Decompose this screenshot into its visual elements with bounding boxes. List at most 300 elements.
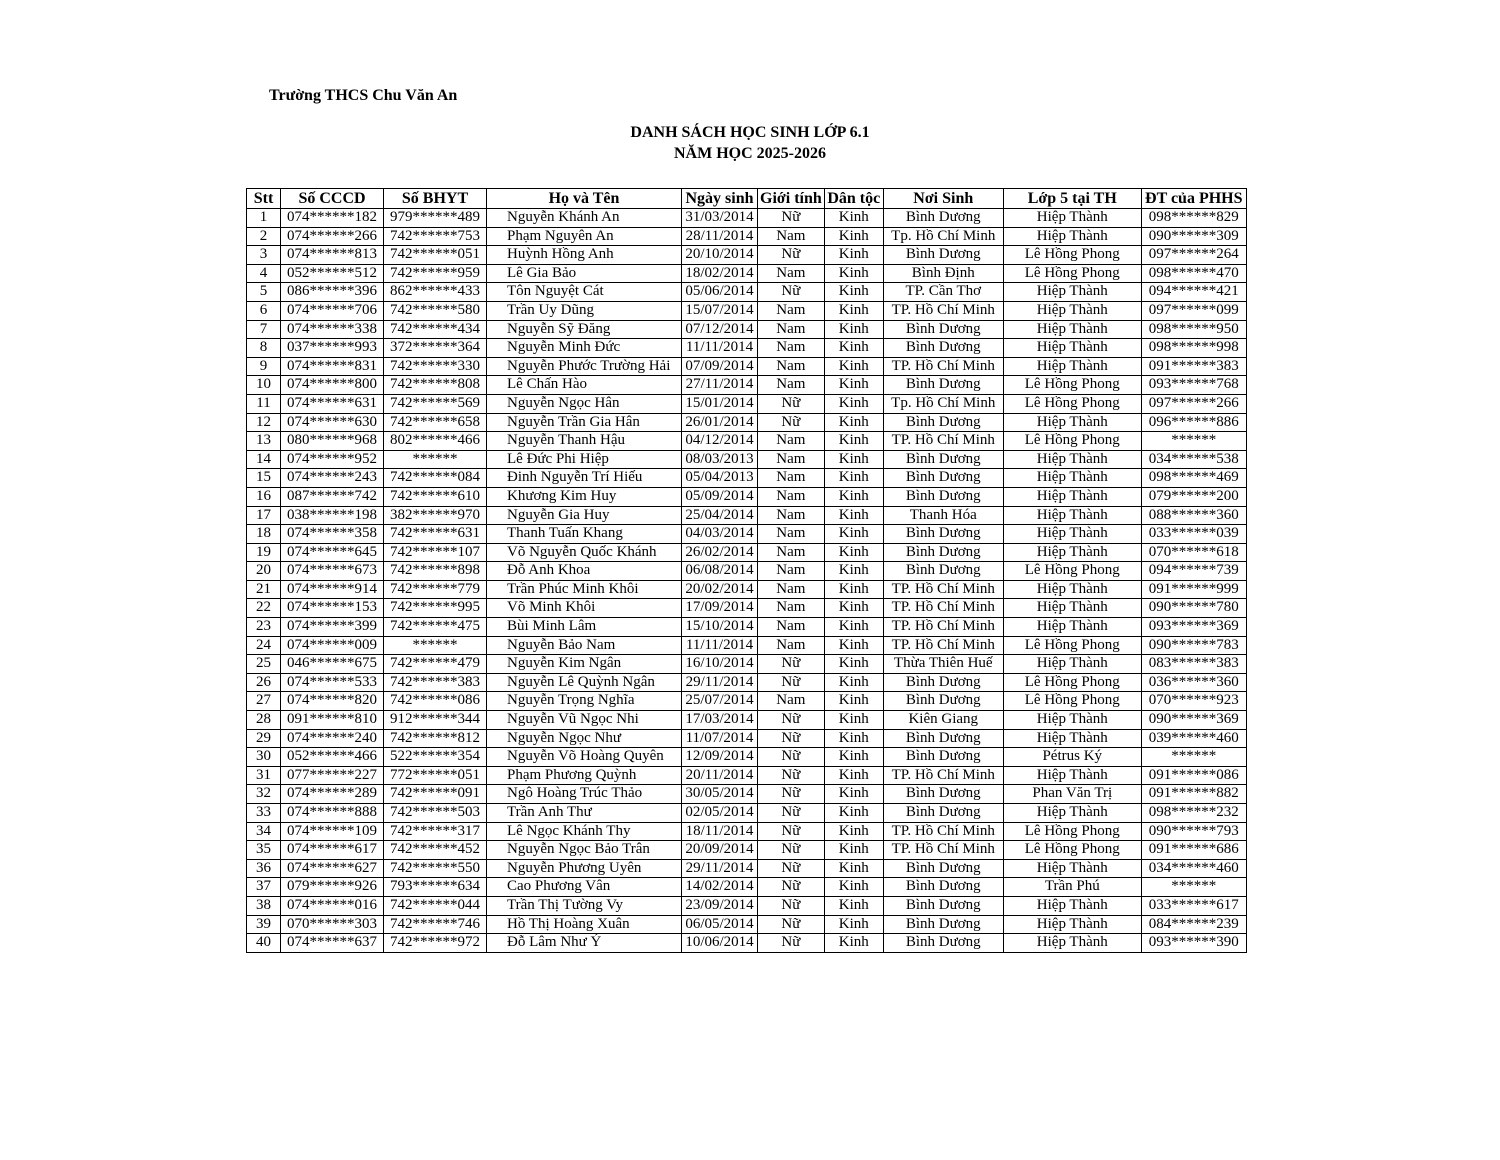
cell-cccd: 074******637 (281, 934, 384, 953)
cell-ethnicity: Kinh (824, 785, 883, 804)
cell-gender: Nam (758, 543, 825, 562)
cell-cccd: 074******831 (281, 357, 384, 376)
cell-ethnicity: Kinh (824, 896, 883, 915)
cell-stt: 6 (247, 301, 281, 320)
table-row (247, 822, 1247, 841)
cell-grade5-school: Lê Hồng Phong (1003, 841, 1141, 860)
table-row (247, 469, 1247, 488)
table-row (247, 506, 1247, 525)
cell-full-name: Võ Minh Khôi (487, 599, 682, 618)
cell-parent-phone: 091******383 (1141, 357, 1246, 376)
cell-cccd: 038******198 (281, 506, 384, 525)
cell-birth-date: 29/11/2014 (682, 859, 758, 878)
cell-ethnicity: Kinh (824, 506, 883, 525)
cell-stt: 18 (247, 525, 281, 544)
cell-cccd: 074******617 (281, 841, 384, 860)
cell-bhyt: 742******330 (384, 357, 487, 376)
table-row (247, 748, 1247, 767)
table-header-row (247, 189, 1247, 209)
cell-stt: 36 (247, 859, 281, 878)
cell-birthplace: TP. Cần Thơ (883, 283, 1003, 302)
cell-parent-phone: 084******239 (1141, 915, 1246, 934)
cell-bhyt: 979******489 (384, 209, 487, 228)
cell-birthplace: Bình Dương (883, 692, 1003, 711)
cell-birth-date: 23/09/2014 (682, 896, 758, 915)
cell-parent-phone: 098******469 (1141, 469, 1246, 488)
table-row (247, 301, 1247, 320)
cell-birthplace: Bình Dương (883, 413, 1003, 432)
cell-birth-date: 12/09/2014 (682, 748, 758, 767)
cell-ethnicity: Kinh (824, 729, 883, 748)
cell-ethnicity: Kinh (824, 469, 883, 488)
cell-birth-date: 11/07/2014 (682, 729, 758, 748)
cell-cccd: 074******243 (281, 469, 384, 488)
cell-birthplace: Kiên Giang (883, 711, 1003, 730)
cell-cccd: 074******820 (281, 692, 384, 711)
cell-bhyt: 522******354 (384, 748, 487, 767)
cell-grade5-school: Hiệp Thành (1003, 711, 1141, 730)
cell-birthplace: Bình Dương (883, 934, 1003, 953)
cell-ethnicity: Kinh (824, 264, 883, 283)
cell-parent-phone: 098******232 (1141, 804, 1246, 823)
cell-birth-date: 17/03/2014 (682, 711, 758, 730)
cell-ethnicity: Kinh (824, 301, 883, 320)
cell-bhyt: 742******610 (384, 487, 487, 506)
cell-birthplace: Bình Dương (883, 376, 1003, 395)
cell-bhyt: 742******091 (384, 785, 487, 804)
cell-parent-phone: 094******421 (1141, 283, 1246, 302)
cell-gender: Nữ (758, 841, 825, 860)
cell-stt: 11 (247, 394, 281, 413)
cell-stt: 35 (247, 841, 281, 860)
cell-grade5-school: Hiệp Thành (1003, 580, 1141, 599)
cell-parent-phone: 088******360 (1141, 506, 1246, 525)
cell-grade5-school: Hiệp Thành (1003, 413, 1141, 432)
cell-birth-date: 02/05/2014 (682, 804, 758, 823)
cell-grade5-school: Lê Hồng Phong (1003, 822, 1141, 841)
cell-gender: Nữ (758, 394, 825, 413)
cell-birth-date: 20/11/2014 (682, 766, 758, 785)
cell-cccd: 074******645 (281, 543, 384, 562)
cell-cccd: 074******800 (281, 376, 384, 395)
cell-gender: Nữ (758, 878, 825, 897)
cell-stt: 8 (247, 339, 281, 358)
cell-full-name: Nguyễn Khánh An (487, 209, 682, 228)
cell-full-name: Nguyễn Vũ Ngọc Nhi (487, 711, 682, 730)
cell-full-name: Nguyễn Ngọc Như (487, 729, 682, 748)
cell-birthplace: TP. Hồ Chí Minh (883, 822, 1003, 841)
cell-ethnicity: Kinh (824, 376, 883, 395)
cell-birthplace: Tp. Hồ Chí Minh (883, 394, 1003, 413)
cell-gender: Nữ (758, 283, 825, 302)
cell-grade5-school: Hiệp Thành (1003, 301, 1141, 320)
cell-cccd: 086******396 (281, 283, 384, 302)
table-row (247, 766, 1247, 785)
cell-gender: Nam (758, 618, 825, 637)
cell-cccd: 074******533 (281, 673, 384, 692)
table-row (247, 636, 1247, 655)
cell-stt: 34 (247, 822, 281, 841)
cell-stt: 17 (247, 506, 281, 525)
cell-birth-date: 06/05/2014 (682, 915, 758, 934)
cell-birth-date: 16/10/2014 (682, 655, 758, 674)
cell-birth-date: 18/02/2014 (682, 264, 758, 283)
cell-stt: 13 (247, 432, 281, 451)
cell-full-name: Đỗ Lâm Như Ý (487, 934, 682, 953)
table-row (247, 580, 1247, 599)
cell-ethnicity: Kinh (824, 618, 883, 637)
table-row (247, 618, 1247, 637)
cell-bhyt: 742******317 (384, 822, 487, 841)
cell-gender: Nữ (758, 766, 825, 785)
cell-birth-date: 11/11/2014 (682, 636, 758, 655)
cell-cccd: 037******993 (281, 339, 384, 358)
cell-birthplace: TP. Hồ Chí Minh (883, 301, 1003, 320)
cell-parent-phone: 097******266 (1141, 394, 1246, 413)
cell-birthplace: Bình Dương (883, 896, 1003, 915)
cell-bhyt: 742******479 (384, 655, 487, 674)
cell-gender: Nữ (758, 729, 825, 748)
cell-birth-date: 11/11/2014 (682, 339, 758, 358)
cell-grade5-school: Hiệp Thành (1003, 525, 1141, 544)
cell-birth-date: 05/04/2013 (682, 469, 758, 488)
cell-gender: Nam (758, 357, 825, 376)
cell-gender: Nữ (758, 934, 825, 953)
cell-ethnicity: Kinh (824, 320, 883, 339)
cell-bhyt: 742******631 (384, 525, 487, 544)
cell-stt: 23 (247, 618, 281, 637)
cell-stt: 10 (247, 376, 281, 395)
cell-stt: 16 (247, 487, 281, 506)
cell-parent-phone: 091******882 (1141, 785, 1246, 804)
table-row (247, 246, 1247, 265)
cell-birthplace: Thừa Thiên Huế (883, 655, 1003, 674)
cell-stt: 2 (247, 227, 281, 246)
cell-birth-date: 06/08/2014 (682, 562, 758, 581)
cell-grade5-school: Lê Hồng Phong (1003, 636, 1141, 655)
cell-full-name: Võ Nguyễn Quốc Khánh (487, 543, 682, 562)
cell-full-name: Nguyễn Phước Trường Hải (487, 357, 682, 376)
cell-birth-date: 15/01/2014 (682, 394, 758, 413)
cell-bhyt: 742******475 (384, 618, 487, 637)
cell-birthplace: Bình Dương (883, 543, 1003, 562)
cell-cccd: 074******266 (281, 227, 384, 246)
cell-birthplace: Tp. Hồ Chí Minh (883, 227, 1003, 246)
cell-bhyt: ****** (384, 636, 487, 655)
cell-ethnicity: Kinh (824, 822, 883, 841)
cell-bhyt: 862******433 (384, 283, 487, 302)
cell-stt: 15 (247, 469, 281, 488)
cell-gender: Nam (758, 562, 825, 581)
cell-grade5-school: Hiệp Thành (1003, 450, 1141, 469)
cell-bhyt: 742******107 (384, 543, 487, 562)
cell-grade5-school: Hiệp Thành (1003, 729, 1141, 748)
header-birthplace: Nơi Sinh (883, 189, 1003, 209)
cell-bhyt: 742******972 (384, 934, 487, 953)
cell-ethnicity: Kinh (824, 487, 883, 506)
cell-stt: 26 (247, 673, 281, 692)
cell-bhyt: 742******995 (384, 599, 487, 618)
cell-bhyt: 742******044 (384, 896, 487, 915)
cell-grade5-school: Pétrus Ký (1003, 748, 1141, 767)
cell-grade5-school: Hiệp Thành (1003, 469, 1141, 488)
cell-gender: Nam (758, 450, 825, 469)
student-list-table (246, 188, 1247, 953)
cell-ethnicity: Kinh (824, 915, 883, 934)
cell-full-name: Phạm Phương Quỳnh (487, 766, 682, 785)
header-stt: Stt (247, 189, 281, 209)
cell-full-name: Bùi Minh Lâm (487, 618, 682, 637)
cell-full-name: Trần Thị Tường Vy (487, 896, 682, 915)
cell-grade5-school: Trần Phú (1003, 878, 1141, 897)
cell-parent-phone: 097******264 (1141, 246, 1246, 265)
cell-ethnicity: Kinh (824, 748, 883, 767)
cell-birth-date: 28/11/2014 (682, 227, 758, 246)
cell-gender: Nam (758, 432, 825, 451)
cell-parent-phone: 090******369 (1141, 711, 1246, 730)
cell-grade5-school: Hiệp Thành (1003, 859, 1141, 878)
cell-stt: 1 (247, 209, 281, 228)
cell-stt: 25 (247, 655, 281, 674)
cell-full-name: Nguyễn Minh Đức (487, 339, 682, 358)
cell-parent-phone: 096******886 (1141, 413, 1246, 432)
cell-stt: 27 (247, 692, 281, 711)
cell-stt: 28 (247, 711, 281, 730)
cell-bhyt: 742******746 (384, 915, 487, 934)
table-row (247, 804, 1247, 823)
cell-bhyt: 372******364 (384, 339, 487, 358)
cell-stt: 22 (247, 599, 281, 618)
cell-cccd: 074******338 (281, 320, 384, 339)
cell-birthplace: TP. Hồ Chí Minh (883, 357, 1003, 376)
cell-ethnicity: Kinh (824, 636, 883, 655)
cell-cccd: 077******227 (281, 766, 384, 785)
cell-cccd: 087******742 (281, 487, 384, 506)
cell-ethnicity: Kinh (824, 859, 883, 878)
cell-full-name: Thanh Tuấn Khang (487, 525, 682, 544)
cell-cccd: 074******631 (281, 394, 384, 413)
cell-birth-date: 18/11/2014 (682, 822, 758, 841)
cell-grade5-school: Hiệp Thành (1003, 766, 1141, 785)
cell-ethnicity: Kinh (824, 227, 883, 246)
cell-ethnicity: Kinh (824, 655, 883, 674)
cell-ethnicity: Kinh (824, 804, 883, 823)
cell-parent-phone: ****** (1141, 432, 1246, 451)
cell-cccd: 074******109 (281, 822, 384, 841)
cell-full-name: Nguyễn Kim Ngân (487, 655, 682, 674)
cell-gender: Nữ (758, 209, 825, 228)
cell-bhyt: 772******051 (384, 766, 487, 785)
cell-birthplace: Bình Dương (883, 525, 1003, 544)
cell-ethnicity: Kinh (824, 878, 883, 897)
cell-full-name: Nguyễn Võ Hoàng Quyên (487, 748, 682, 767)
cell-grade5-school: Hiệp Thành (1003, 320, 1141, 339)
cell-bhyt: 742******434 (384, 320, 487, 339)
cell-gender: Nữ (758, 915, 825, 934)
cell-grade5-school: Lê Hồng Phong (1003, 432, 1141, 451)
cell-stt: 4 (247, 264, 281, 283)
table-body (247, 209, 1247, 953)
cell-gender: Nữ (758, 711, 825, 730)
cell-birth-date: 05/09/2014 (682, 487, 758, 506)
cell-birth-date: 25/04/2014 (682, 506, 758, 525)
cell-gender: Nam (758, 339, 825, 358)
cell-gender: Nam (758, 599, 825, 618)
cell-cccd: 074******813 (281, 246, 384, 265)
cell-gender: Nam (758, 506, 825, 525)
cell-ethnicity: Kinh (824, 599, 883, 618)
cell-grade5-school: Hiệp Thành (1003, 896, 1141, 915)
cell-cccd: 074******358 (281, 525, 384, 544)
cell-ethnicity: Kinh (824, 283, 883, 302)
cell-cccd: 046******675 (281, 655, 384, 674)
cell-grade5-school: Hiệp Thành (1003, 618, 1141, 637)
cell-gender: Nam (758, 264, 825, 283)
cell-gender: Nữ (758, 785, 825, 804)
cell-cccd: 080******968 (281, 432, 384, 451)
cell-grade5-school: Phan Văn Trị (1003, 785, 1141, 804)
cell-birthplace: Bình Dương (883, 450, 1003, 469)
cell-cccd: 074******952 (281, 450, 384, 469)
cell-gender: Nữ (758, 673, 825, 692)
cell-bhyt: 742******580 (384, 301, 487, 320)
table-row (247, 934, 1247, 953)
table-row (247, 394, 1247, 413)
cell-gender: Nam (758, 301, 825, 320)
cell-birthplace: Bình Dương (883, 320, 1003, 339)
cell-bhyt: 742******812 (384, 729, 487, 748)
cell-parent-phone: 090******309 (1141, 227, 1246, 246)
school-name: Trường THCS Chu Văn An (269, 87, 458, 104)
cell-stt: 33 (247, 804, 281, 823)
table-row (247, 711, 1247, 730)
header-bhyt: Số BHYT (384, 189, 487, 209)
cell-bhyt: 742******503 (384, 804, 487, 823)
cell-birth-date: 08/03/2013 (682, 450, 758, 469)
cell-gender: Nam (758, 320, 825, 339)
table-row (247, 729, 1247, 748)
cell-bhyt: 742******779 (384, 580, 487, 599)
cell-full-name: Lê Ngọc Khánh Thy (487, 822, 682, 841)
cell-grade5-school: Lê Hồng Phong (1003, 376, 1141, 395)
cell-gender: Nam (758, 376, 825, 395)
cell-birth-date: 26/01/2014 (682, 413, 758, 432)
cell-full-name: Nguyễn Thanh Hậu (487, 432, 682, 451)
cell-ethnicity: Kinh (824, 450, 883, 469)
header-gender: Giới tính (758, 189, 825, 209)
table-row (247, 878, 1247, 897)
cell-bhyt: 742******753 (384, 227, 487, 246)
cell-ethnicity: Kinh (824, 692, 883, 711)
cell-full-name: Lê Gia Bảo (487, 264, 682, 283)
cell-bhyt: 793******634 (384, 878, 487, 897)
cell-cccd: 074******289 (281, 785, 384, 804)
cell-full-name: Nguyễn Ngọc Hân (487, 394, 682, 413)
cell-cccd: 079******926 (281, 878, 384, 897)
table-row (247, 915, 1247, 934)
table-row (247, 655, 1247, 674)
cell-grade5-school: Hiệp Thành (1003, 599, 1141, 618)
cell-birth-date: 07/12/2014 (682, 320, 758, 339)
cell-bhyt: 742******658 (384, 413, 487, 432)
cell-ethnicity: Kinh (824, 580, 883, 599)
cell-gender: Nữ (758, 655, 825, 674)
cell-grade5-school: Hiệp Thành (1003, 934, 1141, 953)
cell-stt: 9 (247, 357, 281, 376)
cell-bhyt: 742******898 (384, 562, 487, 581)
cell-birth-date: 15/07/2014 (682, 301, 758, 320)
cell-bhyt: 742******550 (384, 859, 487, 878)
table-row (247, 896, 1247, 915)
table-row (247, 692, 1247, 711)
cell-ethnicity: Kinh (824, 711, 883, 730)
cell-birthplace: TP. Hồ Chí Minh (883, 766, 1003, 785)
cell-parent-phone: 091******086 (1141, 766, 1246, 785)
table-row (247, 283, 1247, 302)
cell-ethnicity: Kinh (824, 246, 883, 265)
cell-stt: 3 (247, 246, 281, 265)
cell-birthplace: TP. Hồ Chí Minh (883, 841, 1003, 860)
cell-grade5-school: Hiệp Thành (1003, 487, 1141, 506)
cell-stt: 24 (247, 636, 281, 655)
cell-bhyt: ****** (384, 450, 487, 469)
cell-birthplace: Thanh Hóa (883, 506, 1003, 525)
cell-bhyt: 742******808 (384, 376, 487, 395)
cell-gender: Nam (758, 692, 825, 711)
cell-stt: 30 (247, 748, 281, 767)
cell-birthplace: Bình Dương (883, 562, 1003, 581)
cell-bhyt: 742******569 (384, 394, 487, 413)
cell-parent-phone: 034******460 (1141, 859, 1246, 878)
cell-cccd: 074******016 (281, 896, 384, 915)
cell-full-name: Nguyễn Trần Gia Hân (487, 413, 682, 432)
cell-stt: 31 (247, 766, 281, 785)
cell-full-name: Nguyễn Lê Quỳnh Ngân (487, 673, 682, 692)
cell-ethnicity: Kinh (824, 432, 883, 451)
table-row (247, 841, 1247, 860)
cell-birth-date: 29/11/2014 (682, 673, 758, 692)
cell-stt: 19 (247, 543, 281, 562)
cell-cccd: 074******153 (281, 599, 384, 618)
cell-birthplace: Bình Định (883, 264, 1003, 283)
cell-ethnicity: Kinh (824, 413, 883, 432)
table-row (247, 339, 1247, 358)
cell-stt: 39 (247, 915, 281, 934)
cell-bhyt: 742******086 (384, 692, 487, 711)
table-row (247, 487, 1247, 506)
cell-birth-date: 04/03/2014 (682, 525, 758, 544)
cell-parent-phone: 091******686 (1141, 841, 1246, 860)
cell-parent-phone: 036******360 (1141, 673, 1246, 692)
cell-full-name: Khương Kim Huy (487, 487, 682, 506)
cell-full-name: Ngô Hoàng Trúc Thảo (487, 785, 682, 804)
cell-birthplace: Bình Dương (883, 915, 1003, 934)
cell-full-name: Tôn Nguyệt Cát (487, 283, 682, 302)
cell-full-name: Trần Anh Thư (487, 804, 682, 823)
cell-birth-date: 15/10/2014 (682, 618, 758, 637)
cell-ethnicity: Kinh (824, 543, 883, 562)
cell-parent-phone: 039******460 (1141, 729, 1246, 748)
cell-birthplace: Bình Dương (883, 487, 1003, 506)
cell-gender: Nữ (758, 859, 825, 878)
cell-full-name: Huỳnh Hồng Anh (487, 246, 682, 265)
cell-gender: Nam (758, 469, 825, 488)
cell-gender: Nữ (758, 246, 825, 265)
table-row (247, 209, 1247, 228)
cell-full-name: Nguyễn Ngọc Bảo Trân (487, 841, 682, 860)
cell-bhyt: 742******084 (384, 469, 487, 488)
cell-stt: 7 (247, 320, 281, 339)
